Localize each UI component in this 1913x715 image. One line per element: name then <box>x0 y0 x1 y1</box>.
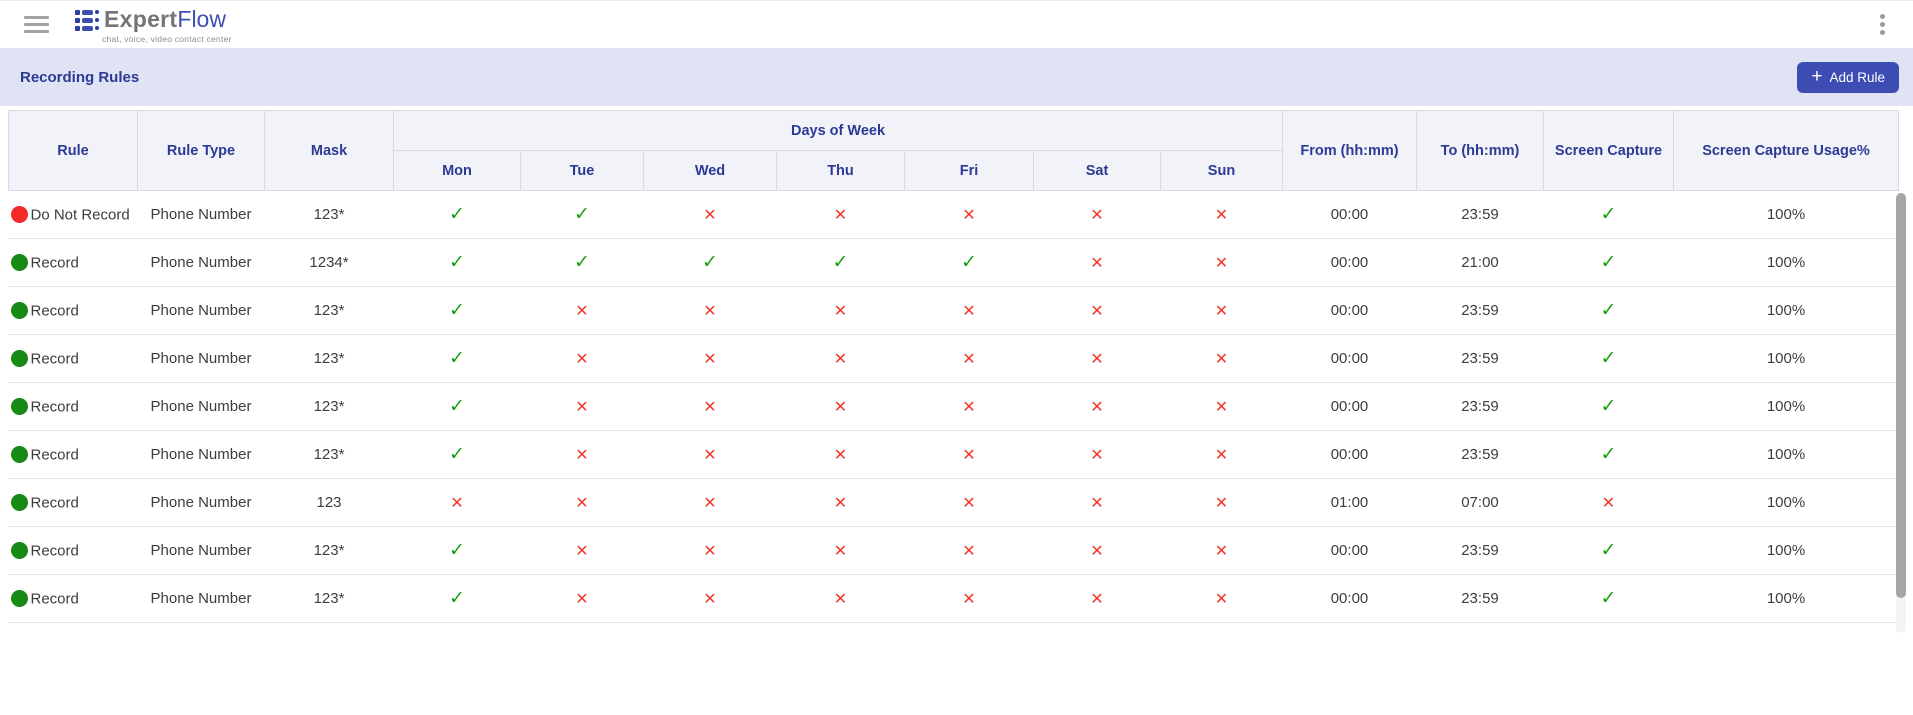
cross-icon: ✕ <box>575 542 589 560</box>
to-time-cell: 23:59 <box>1417 335 1544 383</box>
check-icon: ✓ <box>1600 444 1617 465</box>
day-fri-cell <box>905 191 1034 239</box>
from-time-cell: 01:00 <box>1283 479 1417 527</box>
day-sat-cell <box>1034 335 1161 383</box>
to-time-cell: 23:59 <box>1417 383 1544 431</box>
rule-type-cell: Phone Number <box>138 575 265 623</box>
to-time-cell: 07:00 <box>1417 479 1544 527</box>
rule-label: Record <box>30 398 79 416</box>
rule-cell <box>9 431 138 479</box>
day-sun-cell <box>1161 527 1283 575</box>
to-time-cell: 23:59 <box>1417 287 1544 335</box>
day-tue-cell <box>521 335 644 383</box>
hamburger-menu-icon[interactable] <box>22 12 51 37</box>
plus-icon: + <box>1811 65 1823 87</box>
cross-icon: ✕ <box>703 590 717 608</box>
screen-capture-cell <box>1544 479 1674 527</box>
check-icon: ✓ <box>1600 540 1617 561</box>
check-icon: ✓ <box>1600 396 1617 417</box>
rule-status-dot <box>11 350 28 367</box>
table-row[interactable] <box>9 575 1899 623</box>
day-mon-cell <box>394 191 521 239</box>
to-time-cell: 23:59 <box>1417 527 1544 575</box>
screen-capture-usage-cell: 100% <box>1674 191 1899 239</box>
day-thu-cell <box>777 239 905 287</box>
screen-capture-cell <box>1544 239 1674 287</box>
from-time-cell: 00:00 <box>1283 575 1417 623</box>
check-icon: ✓ <box>1600 348 1617 369</box>
rule-status-dot <box>11 494 28 511</box>
rule-type-cell: Phone Number <box>138 383 265 431</box>
day-thu-cell <box>777 287 905 335</box>
cross-icon: ✕ <box>1090 590 1104 608</box>
check-icon: ✓ <box>449 540 465 561</box>
screen-capture-cell <box>1544 191 1674 239</box>
cross-icon: ✕ <box>1214 398 1229 416</box>
cross-icon: ✕ <box>1090 302 1104 320</box>
day-tue-cell <box>521 383 644 431</box>
from-time-cell: 00:00 <box>1283 527 1417 575</box>
day-mon-cell <box>394 575 521 623</box>
check-icon: ✓ <box>449 588 465 609</box>
table-row[interactable] <box>9 239 1899 287</box>
from-time-cell: 00:00 <box>1283 287 1417 335</box>
cross-icon: ✕ <box>962 350 976 368</box>
day-thu-cell <box>777 383 905 431</box>
rule-cell <box>9 479 138 527</box>
day-tue-cell <box>521 239 644 287</box>
day-sun-cell <box>1161 479 1283 527</box>
check-icon: ✓ <box>1600 588 1617 609</box>
day-mon-cell <box>394 287 521 335</box>
cross-icon: ✕ <box>962 446 976 464</box>
rule-type-cell: Phone Number <box>138 191 265 239</box>
day-mon-cell <box>394 479 521 527</box>
screen-capture-usage-cell: 100% <box>1674 431 1899 479</box>
rule-label: Record <box>30 350 79 368</box>
cross-icon: ✕ <box>1214 302 1229 320</box>
check-icon: ✓ <box>449 396 465 417</box>
rule-type-cell: Phone Number <box>138 527 265 575</box>
to-time-cell: 23:59 <box>1417 431 1544 479</box>
check-icon: ✓ <box>449 300 465 321</box>
rule-label: Do Not Record <box>30 206 130 224</box>
col-header-mask: Mask <box>265 111 394 191</box>
day-sun-cell <box>1161 191 1283 239</box>
rule-cell <box>9 575 138 623</box>
col-header-thu: Thu <box>777 151 905 191</box>
cross-icon: ✕ <box>1090 494 1104 512</box>
day-fri-cell <box>905 527 1034 575</box>
day-wed-cell <box>644 575 777 623</box>
to-time-cell: 21:00 <box>1417 239 1544 287</box>
day-tue-cell <box>521 287 644 335</box>
rule-status-dot <box>11 398 28 415</box>
cross-icon: ✕ <box>833 350 848 368</box>
cross-icon: ✕ <box>1214 494 1229 512</box>
logo-tagline: chat, voice, video contact center <box>102 33 232 44</box>
cross-icon: ✕ <box>575 302 589 320</box>
check-icon: ✓ <box>702 252 718 273</box>
table-row[interactable] <box>9 383 1899 431</box>
mask-cell: 1234* <box>265 239 394 287</box>
from-time-cell: 00:00 <box>1283 431 1417 479</box>
expertflow-logo <box>75 6 232 44</box>
day-thu-cell <box>777 191 905 239</box>
from-time-cell: 00:00 <box>1283 335 1417 383</box>
mask-cell: 123* <box>265 575 394 623</box>
cross-icon: ✕ <box>575 446 589 464</box>
check-icon: ✓ <box>449 252 465 273</box>
mask-cell: 123* <box>265 431 394 479</box>
day-sat-cell <box>1034 479 1161 527</box>
cross-icon: ✕ <box>833 302 848 320</box>
day-fri-cell <box>905 335 1034 383</box>
col-header-sat: Sat <box>1034 151 1161 191</box>
table-row[interactable] <box>9 479 1899 527</box>
day-sat-cell <box>1034 287 1161 335</box>
logo-text-flow: Flow <box>177 5 226 32</box>
cross-icon: ✕ <box>1090 446 1104 464</box>
table-row[interactable] <box>9 191 1899 239</box>
cross-icon: ✕ <box>575 590 589 608</box>
cross-icon: ✕ <box>703 542 717 560</box>
cross-icon: ✕ <box>1601 494 1616 512</box>
add-rule-button[interactable] <box>1797 62 1899 93</box>
day-fri-cell <box>905 239 1034 287</box>
rule-label: Record <box>30 494 79 512</box>
check-icon: ✓ <box>449 204 465 225</box>
day-wed-cell <box>644 287 777 335</box>
rule-type-cell: Phone Number <box>138 431 265 479</box>
day-wed-cell <box>644 239 777 287</box>
rule-type-cell: Phone Number <box>138 335 265 383</box>
more-options-icon[interactable] <box>1874 10 1891 39</box>
cross-icon: ✕ <box>1090 206 1104 224</box>
screen-capture-cell <box>1544 335 1674 383</box>
to-time-cell: 23:59 <box>1417 191 1544 239</box>
rule-status-dot <box>11 206 28 223</box>
from-time-cell: 00:00 <box>1283 239 1417 287</box>
day-thu-cell <box>777 527 905 575</box>
cross-icon: ✕ <box>450 494 464 512</box>
screen-capture-cell <box>1544 431 1674 479</box>
rule-label: Record <box>30 254 79 272</box>
add-rule-label: Add Rule <box>1829 69 1885 85</box>
screen-capture-usage-cell: 100% <box>1674 527 1899 575</box>
to-time-cell: 23:59 <box>1417 575 1544 623</box>
rule-type-cell: Phone Number <box>138 239 265 287</box>
cross-icon: ✕ <box>1090 398 1104 416</box>
page-toolbar <box>0 48 1913 106</box>
cross-icon: ✕ <box>962 302 976 320</box>
check-icon: ✓ <box>449 348 465 369</box>
rule-label: Record <box>30 542 79 560</box>
logo-text-expert: Expert <box>104 5 178 32</box>
cross-icon: ✕ <box>1214 254 1229 272</box>
cross-icon: ✕ <box>1214 206 1229 224</box>
day-mon-cell <box>394 335 521 383</box>
day-sat-cell <box>1034 431 1161 479</box>
scrollbar-thumb[interactable] <box>1896 193 1906 598</box>
day-wed-cell <box>644 431 777 479</box>
cross-icon: ✕ <box>1214 542 1229 560</box>
screen-capture-cell <box>1544 575 1674 623</box>
rule-cell <box>9 383 138 431</box>
day-thu-cell <box>777 575 905 623</box>
day-wed-cell <box>644 335 777 383</box>
rule-cell <box>9 191 138 239</box>
screen-capture-usage-cell: 100% <box>1674 479 1899 527</box>
day-wed-cell <box>644 191 777 239</box>
day-sat-cell <box>1034 239 1161 287</box>
rule-cell <box>9 287 138 335</box>
col-header-days-of-week: Days of Week <box>394 111 1283 151</box>
cross-icon: ✕ <box>962 590 976 608</box>
from-time-cell: 00:00 <box>1283 191 1417 239</box>
col-header-tue: Tue <box>521 151 644 191</box>
cross-icon: ✕ <box>833 542 848 560</box>
col-header-from: From (hh:mm) <box>1283 111 1417 191</box>
table-row[interactable] <box>9 287 1899 335</box>
cross-icon: ✕ <box>833 590 848 608</box>
day-sat-cell <box>1034 191 1161 239</box>
cross-icon: ✕ <box>833 446 848 464</box>
day-wed-cell <box>644 527 777 575</box>
screen-capture-usage-cell: 100% <box>1674 239 1899 287</box>
day-mon-cell <box>394 239 521 287</box>
recording-rules-table <box>8 110 1906 623</box>
rule-status-dot <box>11 254 28 271</box>
day-sun-cell <box>1161 287 1283 335</box>
day-mon-cell <box>394 383 521 431</box>
cross-icon: ✕ <box>1214 350 1229 368</box>
rule-label: Record <box>30 446 79 464</box>
cross-icon: ✕ <box>962 206 976 224</box>
table-row[interactable] <box>9 335 1899 383</box>
table-row[interactable] <box>9 527 1899 575</box>
day-wed-cell <box>644 479 777 527</box>
day-sun-cell <box>1161 383 1283 431</box>
rule-type-cell: Phone Number <box>138 287 265 335</box>
mask-cell: 123* <box>265 335 394 383</box>
day-tue-cell <box>521 479 644 527</box>
check-icon: ✓ <box>574 252 590 273</box>
screen-capture-usage-cell: 100% <box>1674 575 1899 623</box>
screen-capture-usage-cell: 100% <box>1674 383 1899 431</box>
cross-icon: ✕ <box>703 446 717 464</box>
screen-capture-cell <box>1544 383 1674 431</box>
day-fri-cell <box>905 431 1034 479</box>
expertflow-grid-icon <box>75 10 99 31</box>
rule-status-dot <box>11 302 28 319</box>
cross-icon: ✕ <box>703 206 717 224</box>
screen-capture-cell <box>1544 527 1674 575</box>
check-icon: ✓ <box>1600 300 1617 321</box>
col-header-screen-capture: Screen Capture <box>1544 111 1674 191</box>
day-tue-cell <box>521 527 644 575</box>
check-icon: ✓ <box>832 252 849 273</box>
topbar <box>0 0 1913 48</box>
day-sun-cell <box>1161 239 1283 287</box>
rule-label: Record <box>30 590 79 608</box>
cross-icon: ✕ <box>962 494 976 512</box>
col-header-rule-type: Rule Type <box>138 111 265 191</box>
screen-capture-cell <box>1544 287 1674 335</box>
cross-icon: ✕ <box>575 350 589 368</box>
cross-icon: ✕ <box>833 206 848 224</box>
day-thu-cell <box>777 479 905 527</box>
day-sat-cell <box>1034 527 1161 575</box>
check-icon: ✓ <box>449 444 465 465</box>
mask-cell: 123* <box>265 527 394 575</box>
day-mon-cell <box>394 431 521 479</box>
col-header-mon: Mon <box>394 151 521 191</box>
col-header-fri: Fri <box>905 151 1034 191</box>
check-icon: ✓ <box>961 252 977 273</box>
cross-icon: ✕ <box>1214 590 1229 608</box>
cross-icon: ✕ <box>703 302 717 320</box>
col-header-to: To (hh:mm) <box>1417 111 1544 191</box>
rule-status-dot <box>11 590 28 607</box>
cross-icon: ✕ <box>1090 254 1104 272</box>
cross-icon: ✕ <box>703 494 717 512</box>
col-header-rule: Rule <box>9 111 138 191</box>
cross-icon: ✕ <box>1090 542 1104 560</box>
mask-cell: 123 <box>265 479 394 527</box>
col-header-wed: Wed <box>644 151 777 191</box>
rule-cell <box>9 527 138 575</box>
screen-capture-usage-cell: 100% <box>1674 335 1899 383</box>
mask-cell: 123* <box>265 287 394 335</box>
cross-icon: ✕ <box>703 398 717 416</box>
cross-icon: ✕ <box>833 494 848 512</box>
cross-icon: ✕ <box>1214 446 1229 464</box>
day-sun-cell <box>1161 335 1283 383</box>
day-thu-cell <box>777 431 905 479</box>
check-icon: ✓ <box>574 204 590 225</box>
day-sun-cell <box>1161 575 1283 623</box>
day-sat-cell <box>1034 383 1161 431</box>
cross-icon: ✕ <box>833 398 848 416</box>
mask-cell: 123* <box>265 191 394 239</box>
page-title: Recording Rules <box>20 68 140 86</box>
day-tue-cell <box>521 191 644 239</box>
rule-status-dot <box>11 446 28 463</box>
col-header-screen-capture-usage: Screen Capture Usage% <box>1674 111 1899 191</box>
rule-cell <box>9 239 138 287</box>
day-sun-cell <box>1161 431 1283 479</box>
day-sat-cell <box>1034 575 1161 623</box>
col-header-sun: Sun <box>1161 151 1283 191</box>
day-fri-cell <box>905 479 1034 527</box>
rule-label: Record <box>30 302 79 320</box>
screen-capture-usage-cell: 100% <box>1674 287 1899 335</box>
day-thu-cell <box>777 335 905 383</box>
mask-cell: 123* <box>265 383 394 431</box>
day-wed-cell <box>644 383 777 431</box>
rule-status-dot <box>11 542 28 559</box>
cross-icon: ✕ <box>575 398 589 416</box>
day-tue-cell <box>521 431 644 479</box>
vertical-scrollbar[interactable] <box>1896 193 1906 633</box>
cross-icon: ✕ <box>703 350 717 368</box>
cross-icon: ✕ <box>1090 350 1104 368</box>
table-row[interactable] <box>9 431 1899 479</box>
cross-icon: ✕ <box>962 542 976 560</box>
cross-icon: ✕ <box>575 494 589 512</box>
from-time-cell: 00:00 <box>1283 383 1417 431</box>
cross-icon: ✕ <box>962 398 976 416</box>
check-icon: ✓ <box>1600 204 1617 225</box>
day-fri-cell <box>905 383 1034 431</box>
check-icon: ✓ <box>1600 252 1617 273</box>
day-fri-cell <box>905 575 1034 623</box>
rule-cell <box>9 335 138 383</box>
day-tue-cell <box>521 575 644 623</box>
day-fri-cell <box>905 287 1034 335</box>
day-mon-cell <box>394 527 521 575</box>
rule-type-cell: Phone Number <box>138 479 265 527</box>
